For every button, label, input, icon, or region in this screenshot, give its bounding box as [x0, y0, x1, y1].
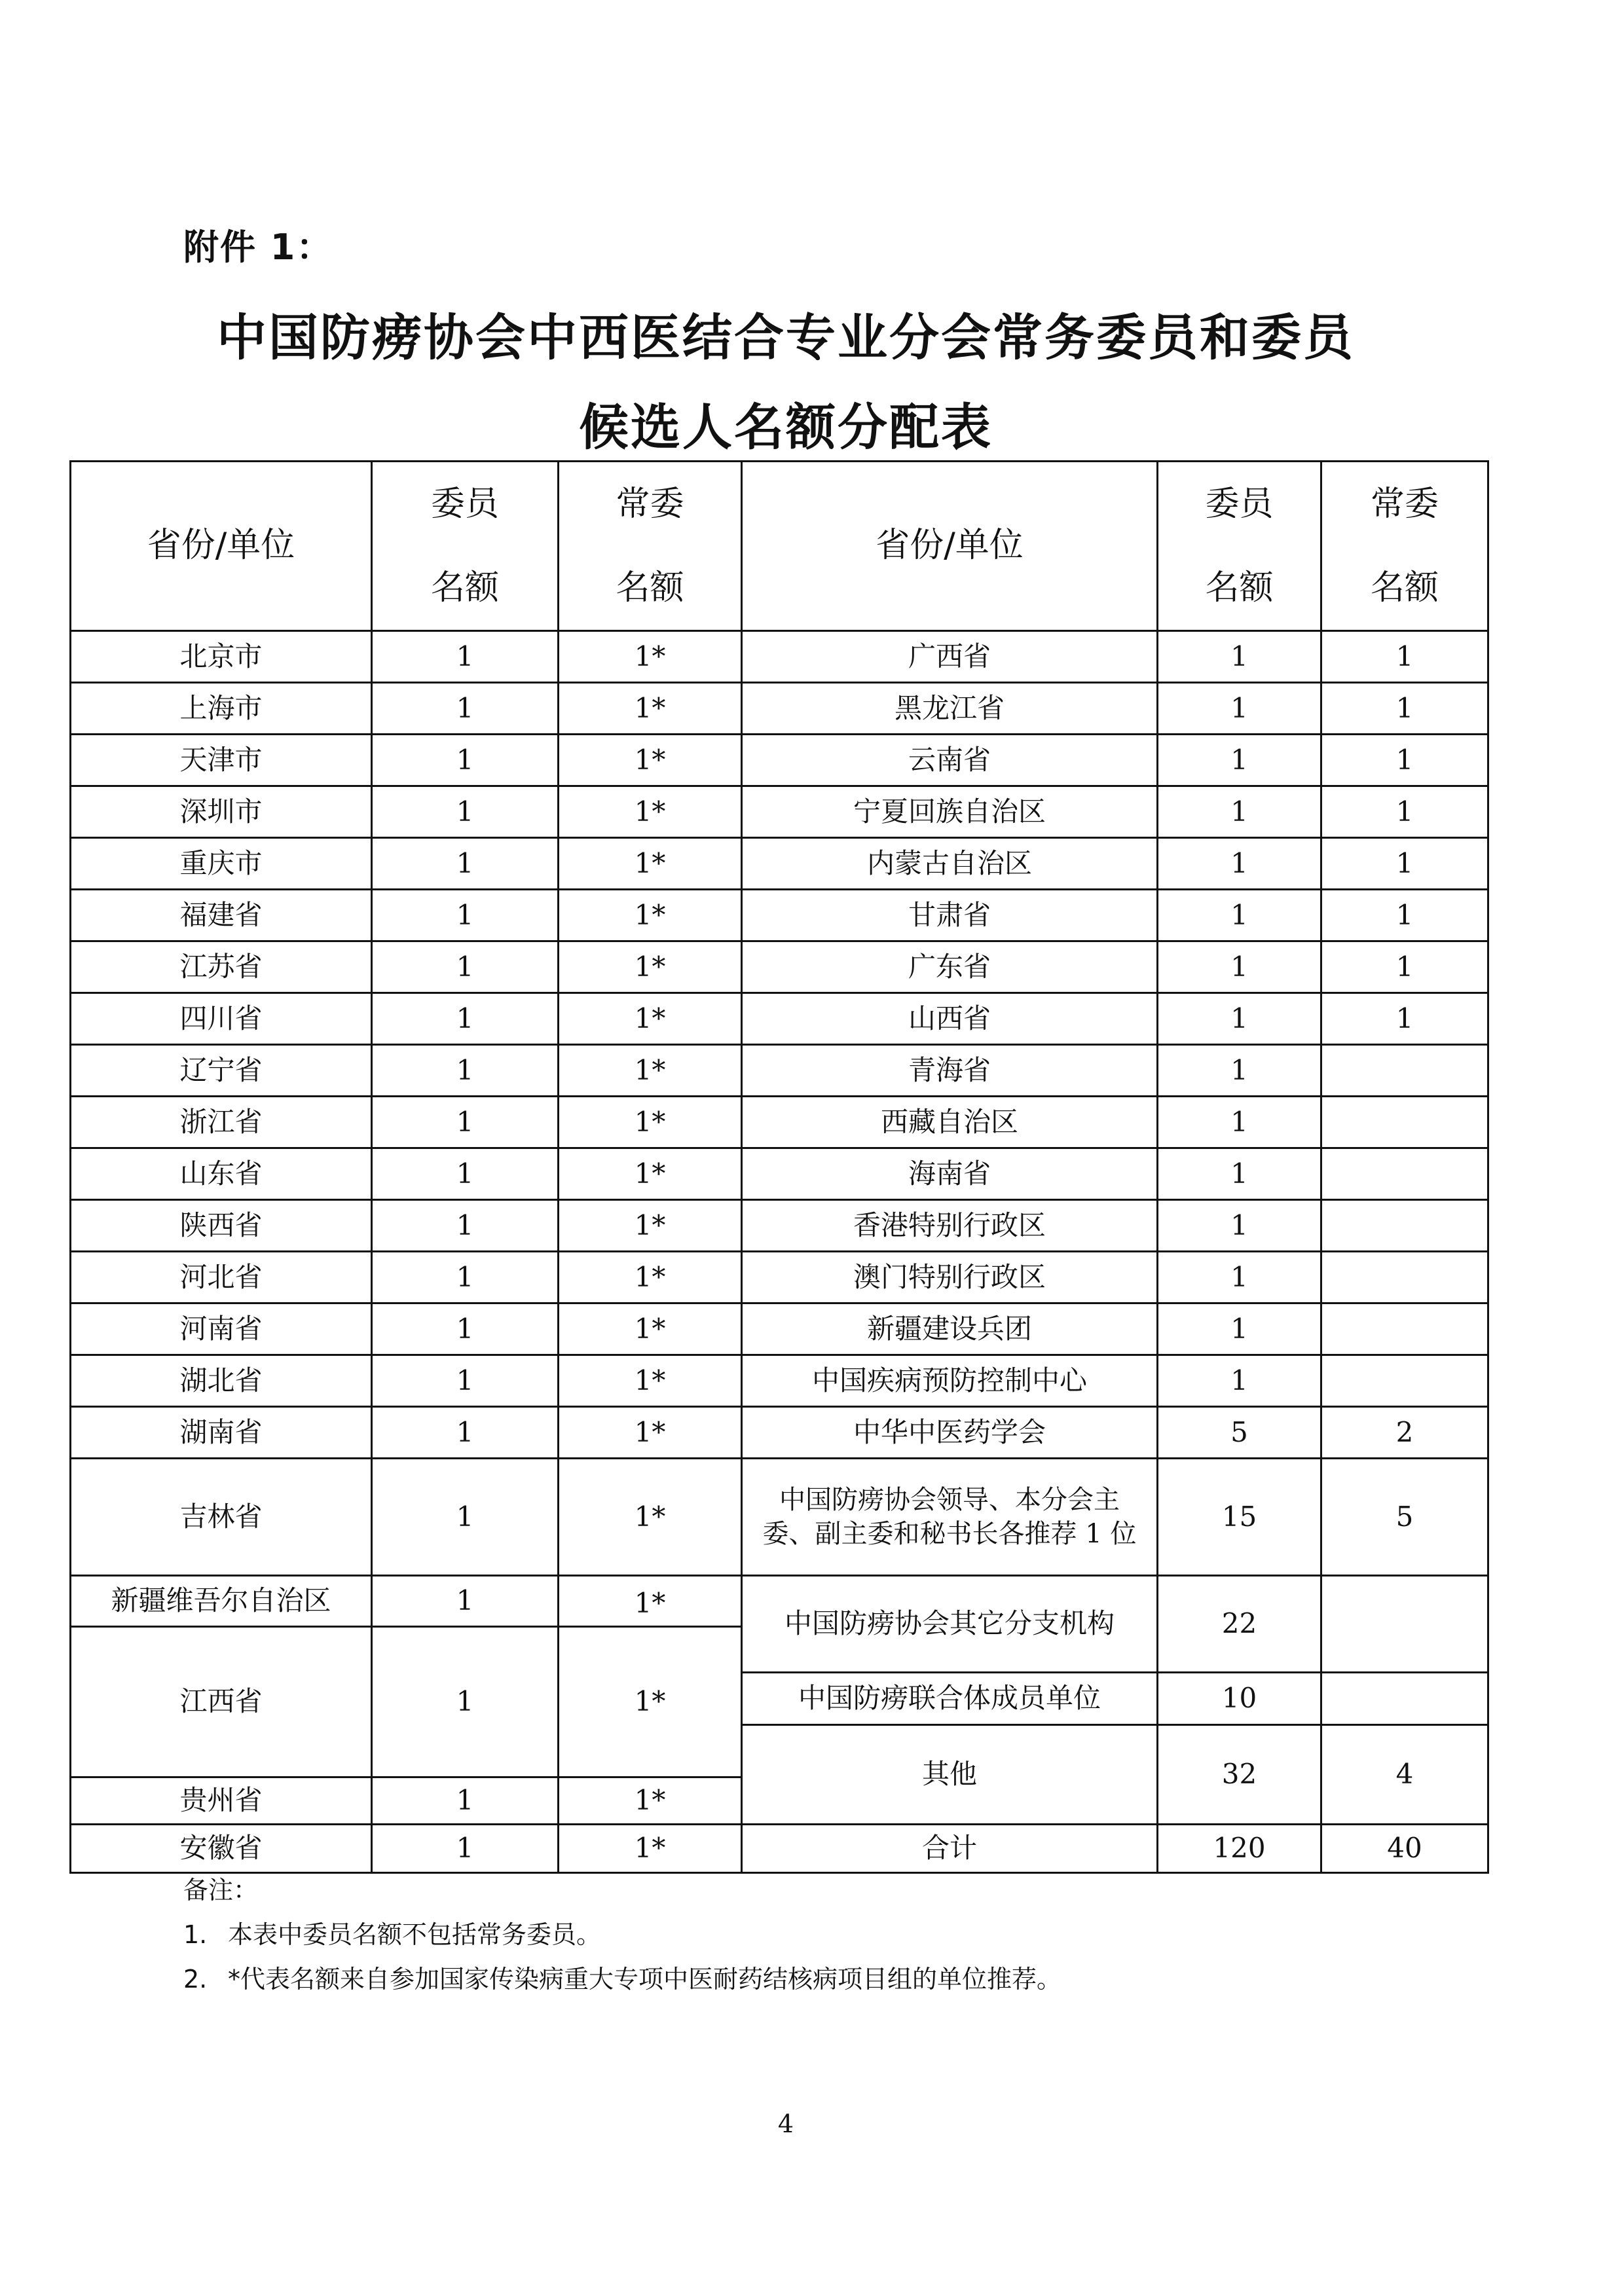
left-name: 河南省: [71, 1303, 372, 1355]
right-member: 1: [1158, 1303, 1321, 1355]
right-member: 1: [1158, 838, 1321, 890]
table-row: [71, 1355, 1488, 1407]
right-member: 1: [1158, 1148, 1321, 1200]
right-name: 山西省: [742, 993, 1158, 1045]
right-standing: 1: [1321, 786, 1488, 838]
table-row: [71, 838, 1488, 890]
left-name: 河北省: [71, 1252, 372, 1303]
left-member: 1: [372, 631, 559, 683]
table-row: [71, 890, 1488, 941]
left-standing: 1*: [559, 735, 742, 786]
left-name: 福建省: [71, 890, 372, 941]
left-standing: 1*: [559, 993, 742, 1045]
left-standing: 1*: [559, 1200, 742, 1252]
right-member: 32: [1158, 1725, 1321, 1825]
right-standing: 1: [1321, 735, 1488, 786]
left-standing: 1*: [559, 1355, 742, 1407]
left-member: 1: [372, 1200, 559, 1252]
left-member: 1: [372, 1148, 559, 1200]
left-standing: 1*: [559, 1459, 742, 1576]
right-member: 1: [1158, 941, 1321, 993]
left-member: 1: [372, 1045, 559, 1097]
right-standing: 1: [1321, 838, 1488, 890]
right-name: 宁夏回族自治区: [742, 786, 1158, 838]
table-row: [71, 1252, 1488, 1303]
left-member: 1: [372, 941, 559, 993]
left-member: 1: [372, 838, 559, 890]
right-member: 1: [1158, 786, 1321, 838]
left-name: 陕西省: [71, 1200, 372, 1252]
left-standing: 1*: [559, 683, 742, 735]
attachment-label: 附件 1：: [183, 227, 333, 268]
right-name: 中国防痨联合体成员单位: [742, 1673, 1158, 1725]
document-title-line1: 中国防痨协会中西医结合专业分会常务委员和委员: [217, 308, 1355, 367]
right-member: 1: [1158, 735, 1321, 786]
right-standing: [1321, 1097, 1488, 1148]
total-label: 合计: [742, 1825, 1158, 1873]
right-name: 甘肃省: [742, 890, 1158, 941]
right-member: 1: [1158, 1252, 1321, 1303]
left-standing: 1*: [559, 1777, 742, 1825]
table-row: [71, 941, 1488, 993]
left-name: 上海市: [71, 683, 372, 735]
note-item: 1. 本表中委员名额不包括常务委员。: [183, 1920, 602, 1949]
right-member: 1: [1158, 631, 1321, 683]
right-standing: [1321, 1045, 1488, 1097]
left-standing: 1*: [559, 1252, 742, 1303]
right-name: 海南省: [742, 1148, 1158, 1200]
right-name: 香港特别行政区: [742, 1200, 1158, 1252]
left-member: 1: [372, 1576, 559, 1627]
table-row: [71, 735, 1488, 786]
right-standing: [1321, 1303, 1488, 1355]
table-row: [71, 1148, 1488, 1200]
header-standing-quota-right: 常委 名额: [1321, 462, 1488, 631]
right-name: 云南省: [742, 735, 1158, 786]
header-member-quota-right: 委员 名额: [1158, 462, 1321, 631]
right-standing: [1321, 1252, 1488, 1303]
header-standing-quota-left: 常委 名额: [559, 462, 742, 631]
table-row: [71, 1576, 1488, 1627]
right-standing: 1: [1321, 941, 1488, 993]
right-name: 中国疾病预防控制中心: [742, 1355, 1158, 1407]
left-name: 深圳市: [71, 786, 372, 838]
right-member: 22: [1158, 1576, 1321, 1673]
right-name: 黑龙江省: [742, 683, 1158, 735]
right-member: 5: [1158, 1407, 1321, 1459]
left-standing: 1*: [559, 1576, 742, 1627]
right-standing: [1321, 1200, 1488, 1252]
right-member: 1: [1158, 1097, 1321, 1148]
left-member: 1: [372, 993, 559, 1045]
left-standing: 1*: [559, 1303, 742, 1355]
left-member: 1: [372, 1407, 559, 1459]
left-name: 湖南省: [71, 1407, 372, 1459]
right-member: 1: [1158, 1045, 1321, 1097]
header-member-quota-left: 委员 名额: [372, 462, 559, 631]
left-standing: 1*: [559, 941, 742, 993]
right-standing: 1: [1321, 631, 1488, 683]
left-name: 新疆维吾尔自治区: [71, 1576, 372, 1627]
left-name: 吉林省: [71, 1459, 372, 1576]
right-name: 中国防痨协会其它分支机构: [742, 1576, 1158, 1673]
right-name: 西藏自治区: [742, 1097, 1158, 1148]
left-name: 浙江省: [71, 1097, 372, 1148]
right-name: 澳门特别行政区: [742, 1252, 1158, 1303]
right-name-multiline: 中国防痨协会领导、本分会主 委、副主委和秘书长各推荐 1 位: [742, 1459, 1158, 1576]
left-name: 安徽省: [71, 1825, 372, 1873]
right-member: 1: [1158, 1200, 1321, 1252]
page-number: 4: [777, 2109, 794, 2138]
left-member: 1: [372, 786, 559, 838]
table-row: [71, 1200, 1488, 1252]
right-name: 中华中医药学会: [742, 1407, 1158, 1459]
table-row: [71, 993, 1488, 1045]
table-row: [71, 683, 1488, 735]
header-province-right: 省份/单位: [742, 462, 1158, 631]
left-name: 重庆市: [71, 838, 372, 890]
right-member: 1: [1158, 993, 1321, 1045]
table-row: [71, 786, 1488, 838]
left-member: 1: [372, 1303, 559, 1355]
right-standing: [1321, 1576, 1488, 1673]
right-name: 青海省: [742, 1045, 1158, 1097]
table-row: [71, 1407, 1488, 1459]
right-name: 广东省: [742, 941, 1158, 993]
left-standing: 1*: [559, 786, 742, 838]
left-standing: 1*: [559, 838, 742, 890]
right-member: 10: [1158, 1673, 1321, 1725]
left-standing: 1*: [559, 1148, 742, 1200]
left-standing: 1*: [559, 890, 742, 941]
right-standing: [1321, 1148, 1488, 1200]
left-standing: 1*: [559, 1045, 742, 1097]
right-standing: [1321, 1355, 1488, 1407]
total-member: 120: [1158, 1825, 1321, 1873]
right-standing: 5: [1321, 1459, 1488, 1576]
right-standing: 1: [1321, 993, 1488, 1045]
right-standing: 1: [1321, 683, 1488, 735]
left-standing: 1*: [559, 1097, 742, 1148]
left-standing: 1*: [559, 1627, 742, 1777]
left-member: 1: [372, 1097, 559, 1148]
right-name: 其他: [742, 1725, 1158, 1825]
left-member: 1: [372, 683, 559, 735]
table-row: [71, 1459, 1488, 1576]
total-standing: 40: [1321, 1825, 1488, 1873]
notes-section: [183, 1868, 1061, 2001]
notes-label: 备注：: [183, 1876, 259, 1904]
left-standing: 1*: [559, 1407, 742, 1459]
left-standing: 1*: [559, 631, 742, 683]
left-name: 北京市: [71, 631, 372, 683]
left-member: 1: [372, 735, 559, 786]
left-name: 山东省: [71, 1148, 372, 1200]
right-member: 15: [1158, 1459, 1321, 1576]
table-row-total: [71, 1825, 1488, 1873]
left-member: 1: [372, 1825, 559, 1873]
right-member: 1: [1158, 890, 1321, 941]
left-standing: 1*: [559, 1825, 742, 1873]
right-member: 1: [1158, 1355, 1321, 1407]
left-name: 湖北省: [71, 1355, 372, 1407]
table-row: [71, 631, 1488, 683]
left-name: 江西省: [71, 1627, 372, 1777]
right-standing: [1321, 1673, 1488, 1725]
table-header-row: [71, 462, 1488, 631]
left-member: 1: [372, 890, 559, 941]
left-member: 1: [372, 1355, 559, 1407]
right-standing: 2: [1321, 1407, 1488, 1459]
left-name: 贵州省: [71, 1777, 372, 1825]
right-name: 新疆建设兵团: [742, 1303, 1158, 1355]
left-name: 四川省: [71, 993, 372, 1045]
left-member: 1: [372, 1627, 559, 1777]
left-member: 1: [372, 1252, 559, 1303]
note-item: 2. *代表名额来自参加国家传染病重大专项中医耐药结核病项目组的单位推荐。: [183, 1965, 1062, 1994]
right-name: 广西省: [742, 631, 1158, 683]
right-member: 1: [1158, 683, 1321, 735]
left-member: 1: [372, 1777, 559, 1825]
table-row: [71, 1097, 1488, 1148]
right-standing: 1: [1321, 890, 1488, 941]
left-name: 江苏省: [71, 941, 372, 993]
right-standing: 4: [1321, 1725, 1488, 1825]
document-title-line2: 候选人名额分配表: [579, 398, 993, 456]
header-province-left: 省份/单位: [71, 462, 372, 631]
quota-allocation-table: [69, 460, 1489, 1874]
left-member: 1: [372, 1459, 559, 1576]
table-row: [71, 1045, 1488, 1097]
left-name: 天津市: [71, 735, 372, 786]
right-name: 内蒙古自治区: [742, 838, 1158, 890]
table-row: [71, 1303, 1488, 1355]
left-name: 辽宁省: [71, 1045, 372, 1097]
